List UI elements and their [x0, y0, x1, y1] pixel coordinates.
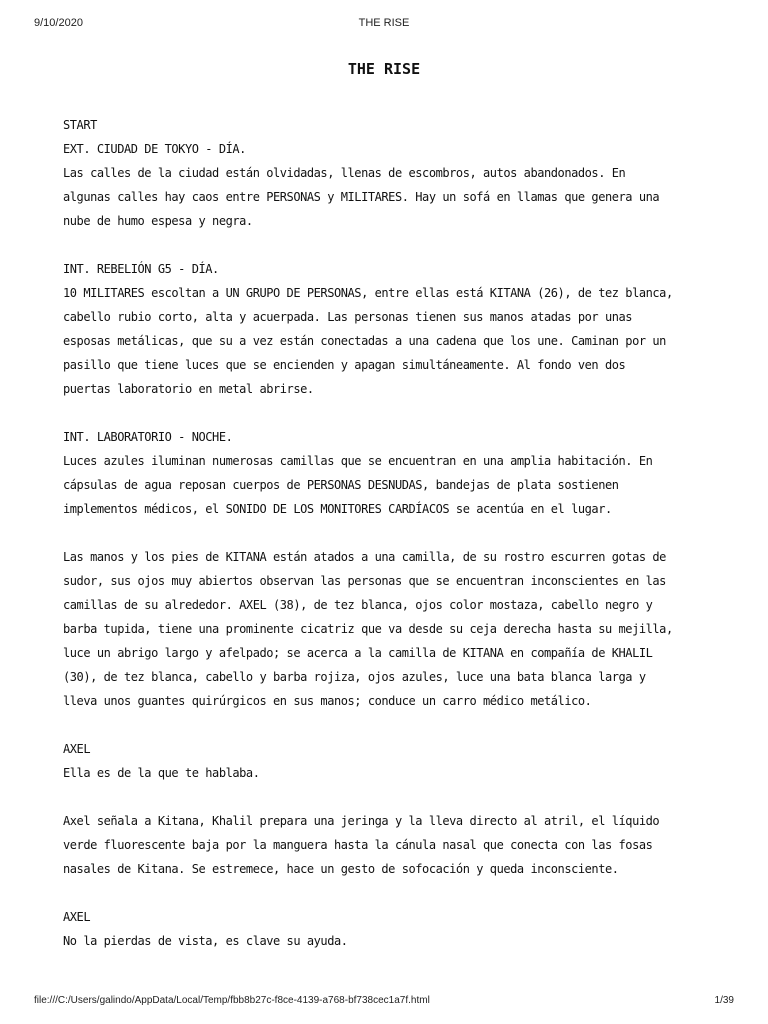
text-line: START	[63, 118, 97, 132]
text-line: Luces azules iluminan numerosas camillas que se encuentran en una amplia habitación. En	[63, 454, 653, 468]
paragraph-gap	[63, 881, 713, 905]
paragraph-gap	[63, 233, 713, 257]
text-line: (30), de tez blanca, cabello y barba rojiza, ojos azules, luce una bata blanca larga y	[63, 670, 646, 684]
text-line: No la pierdas de vista, es clave su ayuda.	[63, 934, 348, 948]
screenplay-body	[63, 113, 713, 953]
text-line: lleva unos guantes quirúrgicos en sus manos; conduce un carro médico metálico.	[63, 694, 592, 708]
paragraph-gap	[63, 401, 713, 425]
text-line: EXT. CIUDAD DE TOKYO - DÍA.	[63, 142, 246, 156]
document-title: THE RISE	[347, 60, 421, 78]
print-header-title: THE RISE	[358, 17, 410, 29]
text-line: Las manos y los pies de KITANA están atados a una camilla, de su rostro escurren gotas de	[63, 550, 666, 564]
page-number: 1/39	[714, 995, 734, 1006]
text-line: barba tupida, tiene una prominente cicatriz que va desde su ceja derecha hasta su mejilla,	[63, 622, 673, 636]
text-line: puertas laboratorio en metal abrirse.	[63, 382, 314, 396]
text-line: AXEL	[63, 910, 91, 924]
text-line: Ella es de la que te hablaba.	[63, 766, 260, 780]
text-line: nube de humo espesa y negra.	[63, 214, 253, 228]
text-line: AXEL	[63, 742, 91, 756]
text-line: cabello rubio corto, alta y acuerpada. Las personas tienen sus manos atadas por unas	[63, 310, 633, 324]
text-line: camillas de su alrededor. AXEL (38), de tez blanca, ojos color mostaza, cabello negro y	[63, 598, 653, 612]
text-line: esposas metálicas, que su a vez están conectadas a una cadena que los une. Caminan por un	[63, 334, 666, 348]
text-line: Axel señala a Kitana, Khalil prepara una jeringa y la lleva directo al atril, el líquido	[63, 814, 660, 828]
paragraph-gap	[63, 713, 713, 737]
text-line: 10 MILITARES escoltan a UN GRUPO DE PERSONAS, entre ellas está KITANA (26), de tez blanca,	[63, 286, 673, 300]
text-line: verde fluorescente baja por la manguera hasta la cánula nasal que conecta con las fosas	[63, 838, 653, 852]
paragraph-gap	[63, 521, 713, 545]
file-path: file:///C:/Users/galindo/AppData/Local/Temp/fbb8b27c-f8ce-4139-a768-bf738cec1a7f.html	[34, 995, 430, 1006]
text-line: algunas calles hay caos entre PERSONAS y MILITARES. Hay un sofá en llamas que genera una	[63, 190, 660, 204]
text-line: pasillo que tiene luces que se encienden y apagan simultáneamente. Al fondo ven dos	[63, 358, 626, 372]
text-line: luce un abrigo largo y afelpado; se acerca a la camilla de KITANA en compañía de KHALIL	[63, 646, 653, 660]
text-line: Las calles de la ciudad están olvidadas, llenas de escombros, autos abandonados. En	[63, 166, 626, 180]
paragraph-gap	[63, 785, 713, 809]
text-line: sudor, sus ojos muy abiertos observan las personas que se encuentran inconscientes en las	[63, 574, 666, 588]
text-line: INT. REBELIÓN G5 - DÍA.	[63, 262, 219, 276]
print-date: 9/10/2020	[34, 17, 83, 29]
text-line: nasales de Kitana. Se estremece, hace un gesto de sofocación y queda inconsciente.	[63, 862, 619, 876]
text-line: INT. LABORATORIO - NOCHE.	[63, 430, 233, 444]
text-line: implementos médicos, el SONIDO DE LOS MONITORES CARDÍACOS se acentúa en el lugar.	[63, 502, 612, 516]
text-line: cápsulas de agua reposan cuerpos de PERSONAS DESNUDAS, bandejas de plata sostienen	[63, 478, 619, 492]
